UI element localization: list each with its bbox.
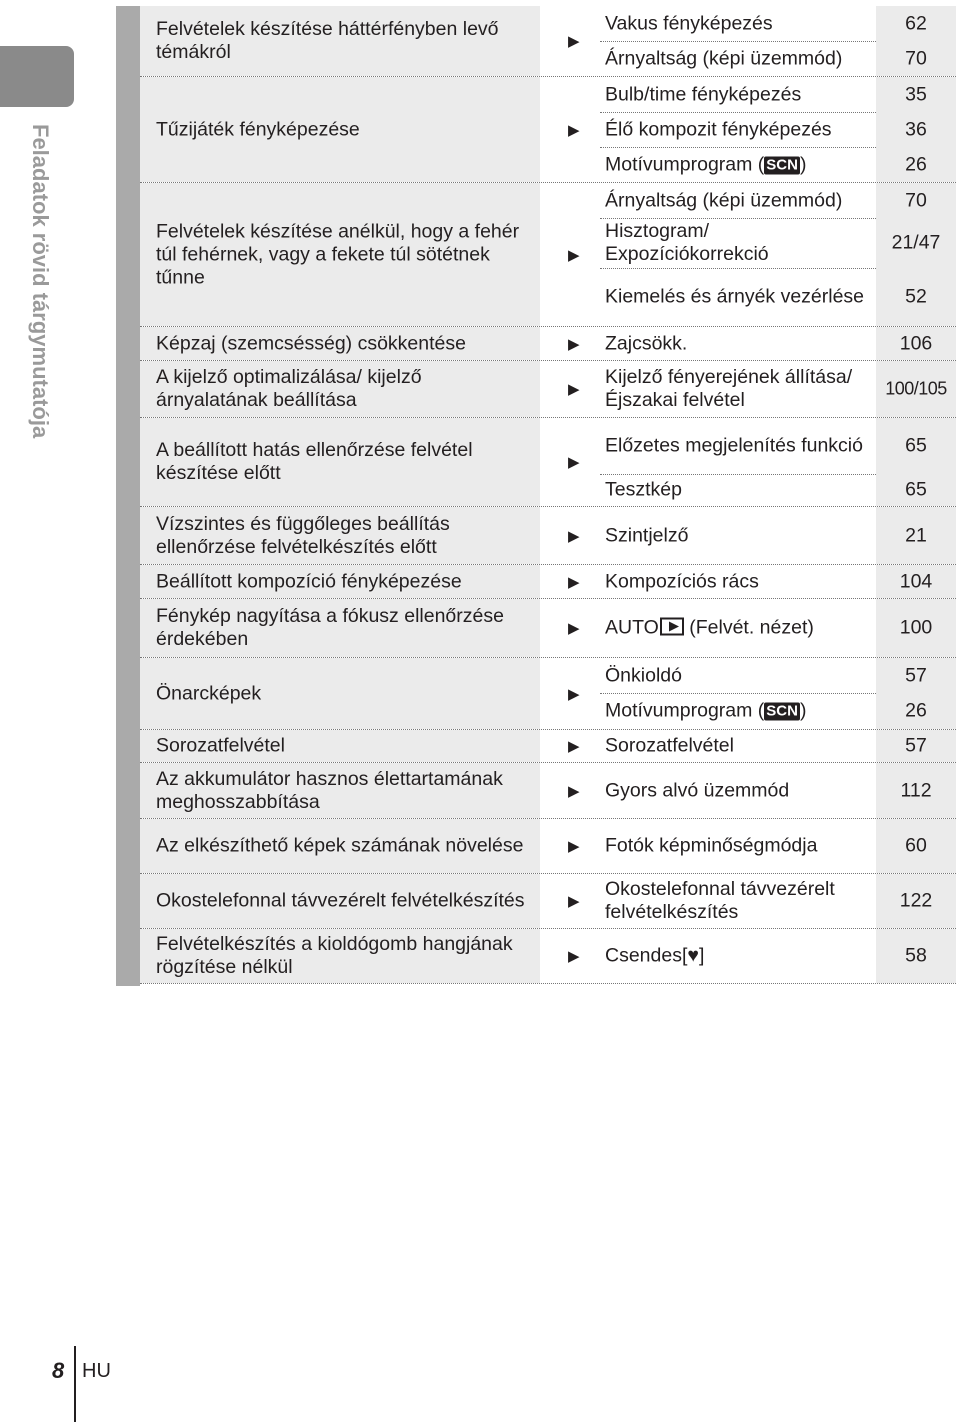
page-ref-cell [876,763,956,818]
section-tab [0,46,74,107]
reference-text: Hisztogram/ Expozíciókorrekció [605,220,769,265]
reference-item [600,929,956,983]
page-ref: 70 [905,47,927,69]
task-label: Fénykép nagyítása a fókusz ellenőrzése érdekében [156,605,504,650]
reference-label [605,617,866,640]
task-label: Felvételek készítése anélkül, hogy a fehér túl fehérnek, vagy a fekete túl sötétnek tűnne [156,220,520,288]
section-stripe [116,6,140,986]
reference-label [605,479,866,502]
task-label: Önarcképek [156,682,262,704]
page-ref-cell [876,658,956,693]
reference-text: Motívumprogram ( [605,699,765,722]
page-number: 8 [52,1358,65,1383]
task-label: Képzaj (szemcsésség) csökkentése [156,332,466,354]
reference-text: Csendes[ [605,944,688,967]
reference-text: AUTO [605,616,659,639]
page-ref: 112 [900,779,932,801]
page-ref: 100/105 [885,378,947,399]
arrow-right-icon: ▶ [568,573,580,591]
page-ref-cell [876,418,956,474]
reference-text: ] [698,944,705,967]
arrow-right-icon: ▶ [568,782,580,800]
arrow-right-icon: ▶ [568,893,580,910]
page-ref: 100 [899,616,933,639]
page-ref: 57 [905,664,927,686]
reference-cell [600,730,956,762]
page-ref: 26 [905,699,927,722]
reference-label [605,878,866,924]
reference-text: ) [799,699,807,722]
reference-label [605,735,866,758]
page-ref: 62 [905,12,927,34]
arrow-right-icon: ▶ [568,121,580,139]
page-ref: 35 [905,83,927,105]
arrow-right-icon: ▶ [568,454,580,471]
reference-item [600,507,956,564]
scn-mode-icon: SCN [766,702,798,720]
page-ref-cell [876,112,956,147]
task-cell [140,599,540,657]
reference-text: Élő kompozit fényképezés [605,118,832,140]
reference-label [605,366,866,412]
reference-label [605,118,866,141]
task-cell [140,77,540,182]
reference-item [600,41,956,76]
reference-text: Vakus fényképezés [605,12,773,34]
reference-item [600,6,956,42]
reference-text: Motívumprogram ( [605,153,765,175]
reference-text: Előzetes megjelenítés funkció [605,434,863,457]
reference-item [600,874,956,928]
scn-mode-icon: SCN [766,156,798,173]
task-label: Tűzijáték fényképezése [156,118,360,140]
page-ref: 26 [905,153,927,175]
reference-label [605,779,866,802]
reference-item [600,474,956,506]
reference-cell [600,361,956,417]
reference-text: Önkioldó [605,664,682,686]
table-row [140,327,956,361]
task-label: Felvételkészítés a kioldógomb hangjának rögzítése nélkül [156,933,513,978]
task-cell [140,874,540,928]
reference-item [600,599,956,657]
reference-item [600,183,956,219]
task-cell [140,418,540,506]
task-index-table [140,6,956,984]
reference-item [600,418,956,475]
reference-label [605,524,866,547]
arrow-right-icon: ▶ [568,838,580,855]
page-ref: 21/47 [891,231,941,254]
reference-text: Tesztkép [605,478,682,501]
table-row [140,929,956,984]
footer-divider [74,1346,76,1422]
reference-item [600,819,956,873]
task-cell [140,507,540,564]
arrow-right-icon: ▶ [568,738,580,755]
table-row [140,874,956,929]
reference-text: Zajcsökk. [605,332,688,354]
table-row [140,507,956,565]
page-ref-cell [876,565,956,598]
reference-cell [600,763,956,818]
arrow-right-icon: ▶ [568,685,580,703]
page-ref: 57 [905,734,927,757]
task-label: Sorozatfelvétel [156,734,285,757]
reference-label [605,435,866,458]
task-cell [140,658,540,729]
reference-cell [600,183,956,326]
reference-cell [600,77,956,182]
task-cell [140,730,540,762]
table-row [140,730,956,763]
table-row [140,599,956,658]
page-ref: 104 [899,570,933,592]
table-row [140,418,956,507]
page-ref-cell [876,327,956,360]
table-row [140,763,956,819]
page-ref-cell [876,183,956,218]
reference-item [600,112,956,148]
task-label: Okostelefonnal távvezérelt felvételkészítés [156,889,525,912]
page-ref-cell [876,819,956,873]
reference-label [605,332,866,355]
reference-label [605,83,866,106]
page-ref-cell [876,361,956,417]
table-row [140,819,956,874]
page-ref: 65 [905,434,927,457]
arrow-right-icon: ▶ [568,527,580,545]
page-ref-cell [876,929,956,983]
task-cell [140,929,540,983]
page-ref-cell [876,77,956,112]
page-ref-cell [876,268,956,326]
reference-cell [600,874,956,928]
reference-item [600,693,956,729]
reference-cell [600,6,956,76]
page-ref-cell [876,474,956,506]
reference-label [605,47,866,70]
task-label: Az elkészíthető képek számának növelése [156,834,524,857]
page-ref: 36 [905,118,927,140]
silent-mode-icon: ♥ [687,944,699,967]
reference-item [600,763,956,818]
task-cell [140,819,540,873]
reference-cell [600,599,956,657]
task-cell [140,361,540,417]
reference-item [600,218,956,269]
task-label: Az akkumulátor hasznos élettartamának meghosszabbítása [156,767,503,813]
task-cell [140,327,540,360]
reference-text: Kompozíciós rács [605,570,759,592]
page-ref-cell [876,874,956,928]
page-ref-cell [876,730,956,762]
reference-text: Gyors alvó üzemmód [605,779,790,801]
arrow-right-icon: ▶ [568,948,580,965]
reference-label [605,945,866,968]
task-label: Vízszintes és függőleges beállítás ellenőrzése felvételkészítés előtt [156,512,450,558]
language-code: HU [82,1360,111,1382]
reference-cell [600,507,956,564]
reference-text: ) [799,153,807,175]
reference-text: Árnyaltság (képi üzemmód) [605,189,843,211]
reference-item [600,565,956,598]
arrow-right-icon: ▶ [568,381,580,398]
page-ref-cell [876,6,956,41]
arrow-right-icon: ▶ [568,33,580,50]
reference-label [605,286,866,309]
reference-text: Bulb/time fényképezés [605,83,802,105]
reference-label [605,664,866,687]
task-label: A beállított hatás ellenőrzése felvétel készítése előtt [156,439,473,484]
table-row [140,6,956,77]
page-ref: 65 [905,478,927,501]
page-ref: 70 [905,189,927,211]
reference-text: Fotók képminőségmódja [605,834,818,857]
table-row [140,361,956,418]
reference-text: Sorozatfelvétel [605,734,734,757]
reference-item [600,77,956,113]
reference-cell [600,819,956,873]
page-ref: 21 [905,524,927,546]
reference-item [600,268,956,326]
page-ref: 122 [899,889,933,912]
playback-icon [660,618,684,636]
task-cell [140,183,540,326]
reference-cell [600,929,956,983]
task-label: Felvételek készítése háttérfényben levő témákról [156,18,499,63]
reference-text: Kiemelés és árnyék vezérlése [605,285,865,308]
page-ref-cell [876,599,956,657]
task-label: A kijelző optimalizálása/ kijelző árnyalatának beállítása [156,366,422,411]
reference-text: Kijelző fényerejének állítása/ Éjszakai felvétel [605,366,853,411]
reference-label [605,835,866,858]
page-ref-cell [876,41,956,76]
reference-text: Szintjelző [605,524,689,546]
reference-cell [600,658,956,729]
reference-text: Okostelefonnal távvezérelt felvételkészítés [605,878,835,923]
arrow-right-icon: ▶ [568,620,580,637]
page-ref-cell [876,147,956,182]
reference-item [600,147,956,182]
reference-label [605,189,866,212]
page-ref: 106 [899,332,933,354]
arrow-right-icon: ▶ [568,246,580,264]
page-ref-cell [876,218,956,268]
table-row [140,183,956,327]
table-row [140,77,956,183]
page-ref: 52 [905,285,927,308]
table-row [140,565,956,599]
reference-cell [600,327,956,360]
page-ref: 58 [905,944,927,967]
task-cell [140,565,540,598]
page-ref-cell [876,693,956,729]
page-ref: 60 [905,834,927,857]
reference-label [605,12,866,35]
task-label: Beállított kompozíció fényképezése [156,570,462,592]
reference-cell [600,565,956,598]
reference-text: Árnyaltság (képi üzemmód) [605,47,843,69]
page-ref-cell [876,507,956,564]
reference-cell [600,418,956,506]
reference-item [600,658,956,694]
task-cell [140,763,540,818]
reference-item [600,730,956,762]
table-row [140,658,956,730]
reference-label [605,153,866,176]
section-title: Feladatok rövid tárgymutatója [28,124,53,439]
task-cell [140,6,540,76]
reference-item [600,327,956,360]
reference-text: (Felvét. nézet) [683,616,814,639]
reference-label [605,220,866,266]
reference-label [605,570,866,593]
reference-item [600,361,956,417]
arrow-right-icon: ▶ [568,335,580,353]
reference-label [605,700,866,723]
